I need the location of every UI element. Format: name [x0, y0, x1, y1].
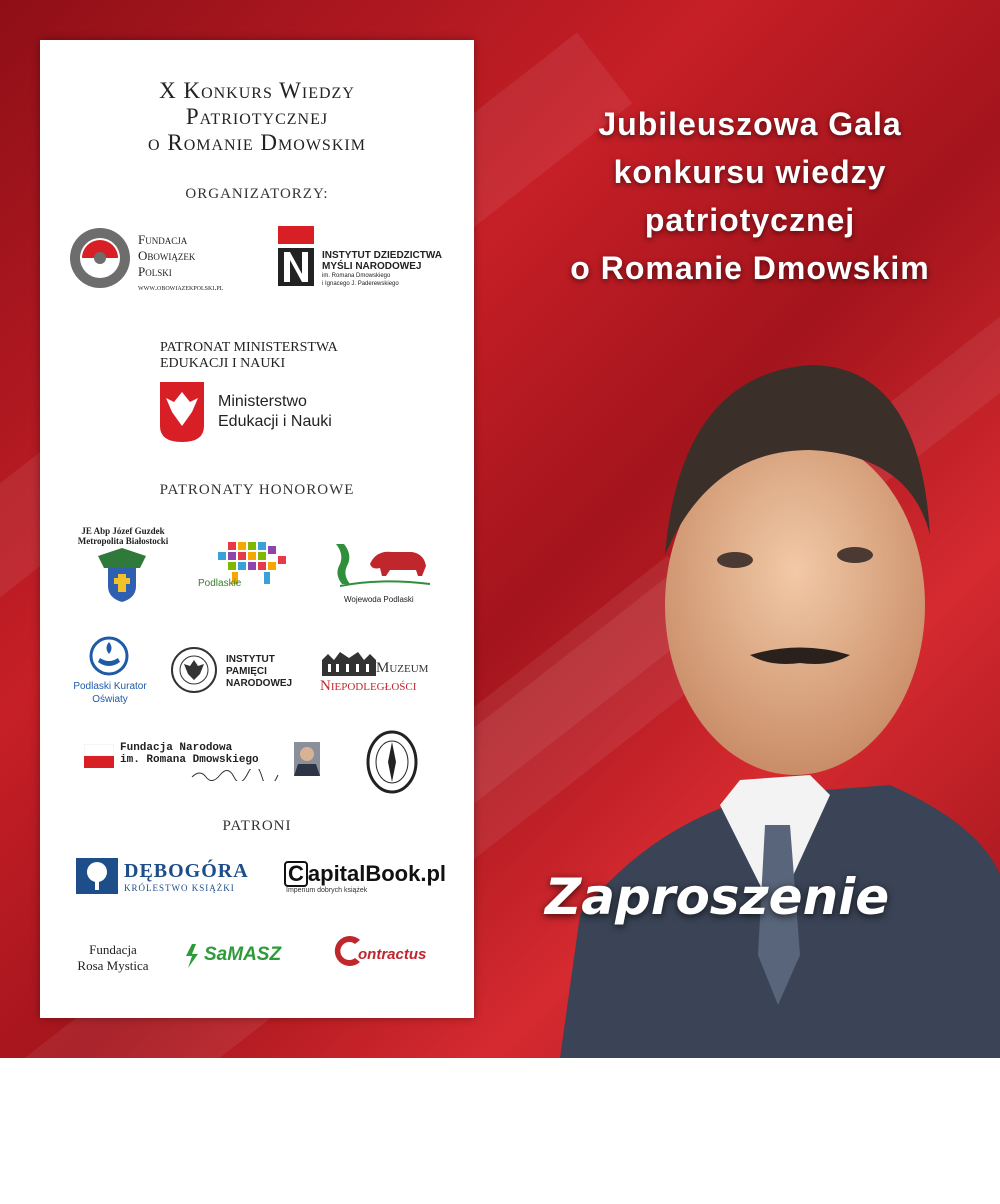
emblem-seal-icon — [366, 730, 418, 799]
samasz-name: SaMASZ — [204, 944, 282, 965]
contest-title-line: X Konkurs Wiedzy — [159, 78, 355, 103]
fundacja-narodowa-line: Fundacja Narodowa — [120, 742, 233, 754]
contest-title — [40, 78, 474, 156]
capital-book-tagline: Imperium dobrych książek — [286, 887, 368, 894]
ipn-seal-icon — [170, 646, 218, 699]
debogora-name: DĘBOGÓRA — [124, 860, 249, 882]
fundacja-narodowa-label — [120, 742, 259, 766]
idmn-sub-line: i Ignacego J. Paderewskiego — [322, 281, 399, 287]
idmn-sub-line: im. Romana Dmowskiego — [322, 273, 391, 279]
debogora-tagline: KRÓLESTWO KSIĄŻKI — [124, 883, 235, 893]
fop-name-line: Obowiązek — [138, 248, 196, 263]
ipn-line: NARODOWEJ — [226, 678, 293, 689]
headline-line: konkursu wiedzy — [613, 154, 887, 190]
ministry-patronage-line: PATRONAT MINISTERSTWA — [160, 340, 338, 355]
contractus-name: ontractus — [358, 946, 427, 963]
idmn-logo-icon — [278, 226, 314, 291]
portrait-illustration — [560, 355, 1000, 1058]
muzeum-name-line1: Muzeum — [376, 660, 429, 676]
kurator-lamp-icon — [84, 636, 134, 681]
samasz-logo-icon — [182, 944, 202, 973]
dmowski-photo-icon — [294, 742, 320, 781]
ministry-name-line: Ministerstwo — [218, 393, 307, 410]
sponsors-panel — [40, 40, 474, 1018]
rosa-mystica-label — [58, 942, 168, 974]
contest-title-line: o Romanie Dmowskim — [148, 130, 366, 155]
muzeum-name-line2: Niepodległości — [320, 678, 417, 694]
ipn-line: INSTYTUT — [226, 654, 275, 665]
headline-line: o Romanie Dmowskim — [570, 250, 930, 286]
wojewoda-bison-icon — [330, 534, 434, 599]
ipn-line: PAMIĘCI — [226, 666, 267, 677]
ministry-patronage-header — [160, 340, 338, 372]
kurator-line: Oświaty — [92, 694, 128, 705]
headline-line: patriotycznej — [644, 202, 856, 238]
podlaskie-label: Podlaskie — [198, 578, 242, 589]
ipn-label — [226, 654, 292, 690]
rosa-mystica-line: Rosa Mystica — [77, 958, 149, 973]
debogora-tree-icon — [76, 858, 118, 899]
fop-url: www.obowiazekpolski.pl — [138, 283, 224, 292]
fop-name-line: Polski — [138, 264, 172, 279]
polish-eagle-icon — [160, 382, 204, 447]
ministry-patronage-line: EDUKACJI I NAUKI — [160, 356, 286, 371]
kurator-line: Podlaski Kurator — [73, 681, 147, 692]
polish-flag-icon — [84, 744, 114, 773]
event-headline — [540, 100, 960, 292]
fop-logo-icon — [68, 226, 132, 295]
capital-book-text: apitalBook.pl — [307, 861, 447, 886]
ministry-name-line: Edukacji i Nauki — [218, 413, 332, 430]
rosa-mystica-line: Fundacja — [89, 942, 137, 957]
contest-title-line: Patriotycznej — [185, 104, 329, 129]
archbishop-coat-of-arms-icon — [96, 548, 148, 607]
muzeum-building-icon — [322, 650, 376, 681]
capital-book-c: C — [284, 861, 308, 887]
archbishop-label — [68, 526, 178, 546]
organizers-header: ORGANIZATORZY: — [185, 186, 329, 202]
signature-icon — [190, 768, 280, 786]
fundacja-narodowa-line: im. Romana Dmowskiego — [120, 754, 259, 766]
ministry-name — [218, 392, 332, 432]
idmn-text — [322, 250, 442, 288]
kurator-label — [62, 680, 158, 706]
wojewoda-label: Wojewoda Podlaski — [344, 595, 414, 604]
fop-text — [138, 232, 223, 296]
archbishop-line: Metropolita Białostocki — [77, 536, 169, 546]
headline-line: Jubileuszowa Gala — [598, 106, 902, 142]
honorary-header: PATRONATY HONOROWE — [159, 482, 355, 498]
patrons-header: PATRONI — [222, 818, 292, 834]
archbishop-line: JE Abp Józef Guzdek — [81, 526, 165, 536]
idmn-name-line: MYŚLI NARODOWEJ — [322, 261, 422, 272]
idmn-name-line: INSTYTUT DZIEDZICTWA — [322, 250, 442, 261]
capital-book-name — [284, 861, 446, 887]
invitation-title: Zaproszenie — [545, 868, 890, 926]
fop-name-line: Fundacja — [138, 232, 188, 247]
